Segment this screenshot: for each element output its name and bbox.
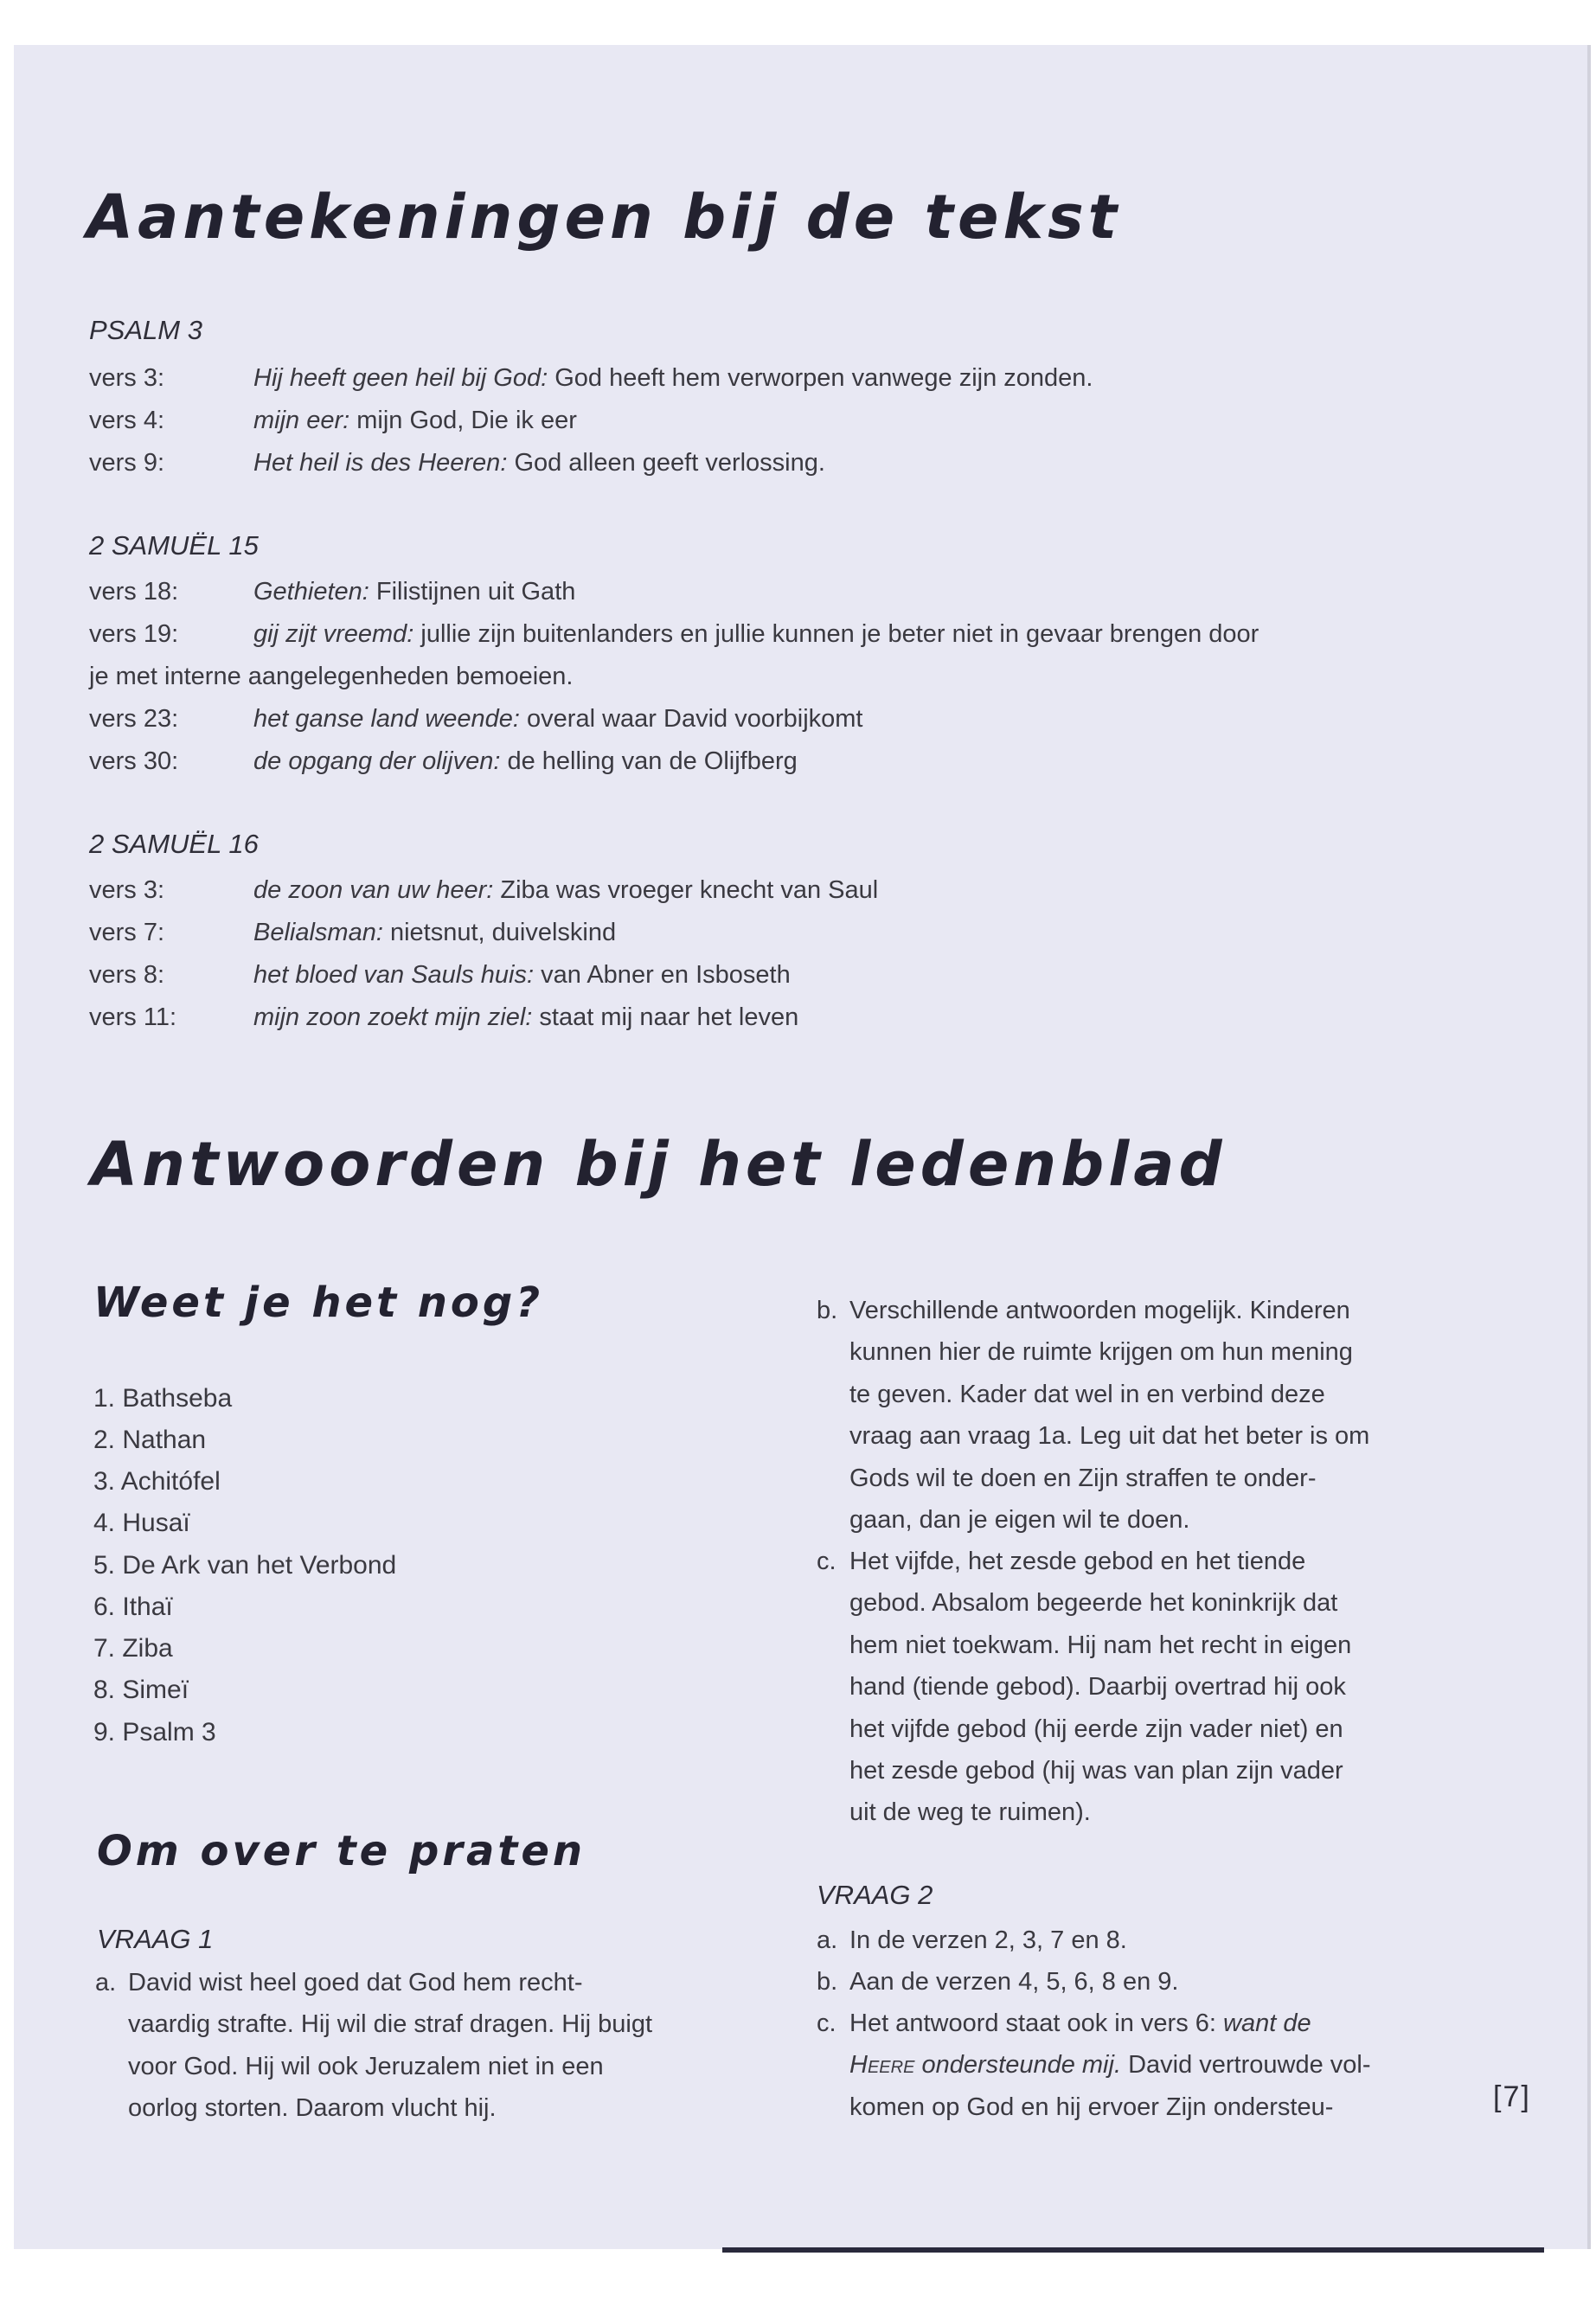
section-label-2-samuel-15: 2 SAMUËL 15	[89, 530, 259, 561]
quiz-answer: 2. Nathan	[93, 1426, 207, 1454]
verse-note: vers 9: Het heil is des Heeren: God alleen geeft verlossing.	[89, 449, 825, 477]
answers-heading: Antwoorden bij het ledenblad	[91, 1129, 1227, 1200]
verse-note: vers 4: mijn eer: mijn God, Die ik eer	[89, 407, 577, 434]
verse-note: vers 3: Hij heeft geen heil bij God: God heeft hem verworpen vanwege zijn zonden.	[89, 364, 1093, 392]
verse-note: vers 8: het bloed van Sauls huis: van Abner en Isboseth	[89, 961, 791, 989]
weet-heading: Weet je het nog?	[93, 1279, 544, 1327]
page-edge	[1587, 45, 1591, 2249]
notes-heading: Aantekeningen bij de tekst	[87, 182, 1122, 253]
verse-note: vers 23: het ganse land weende: overal waar David voorbijkomt	[89, 705, 863, 733]
quiz-answer: 1. Bathseba	[93, 1384, 233, 1413]
section-label-2-samuel-16: 2 SAMUËL 16	[89, 829, 259, 859]
vraag2-label: VRAAG 2	[817, 1880, 933, 1910]
quiz-answer: 3. Achitófel	[93, 1467, 221, 1496]
vraag1-label: VRAAG 1	[97, 1924, 214, 1954]
quiz-answer: 8. Simeï	[93, 1676, 189, 1704]
section-label-psalm-3: PSALM 3	[89, 315, 202, 345]
verse-note-continuation: je met interne aangelegenheden bemoeien.	[89, 663, 574, 690]
verse-note: vers 7: Belialsman: nietsnut, duivelskind	[89, 919, 617, 946]
verse-note: vers 18: Gethieten: Filistijnen uit Gath	[89, 578, 576, 606]
verse-note: vers 19: gij zijt vreemd: jullie zijn buitenlanders en jullie kunnen je beter niet in gevaar brengen door	[89, 620, 1259, 648]
quiz-answer: 6. Ithaï	[93, 1593, 173, 1621]
quiz-answer: 9. Psalm 3	[93, 1718, 216, 1747]
quiz-answer: 5. De Ark van het Verbond	[93, 1551, 397, 1580]
page-number: [7]	[1493, 2080, 1531, 2113]
verse-note: vers 3: de zoon van uw heer: Ziba was vroeger knecht van Saul	[89, 876, 879, 904]
quiz-answer: 4. Husaï	[93, 1509, 190, 1537]
bottom-rule	[722, 2247, 1544, 2253]
praten-heading: Om over te praten	[97, 1827, 586, 1875]
verse-note: vers 11: mijn zoon zoekt mijn ziel: staat mij naar het leven	[89, 1003, 799, 1031]
quiz-answer: 7. Ziba	[93, 1634, 173, 1663]
verse-note: vers 30: de opgang der olijven: de helling van de Olijfberg	[89, 747, 798, 775]
